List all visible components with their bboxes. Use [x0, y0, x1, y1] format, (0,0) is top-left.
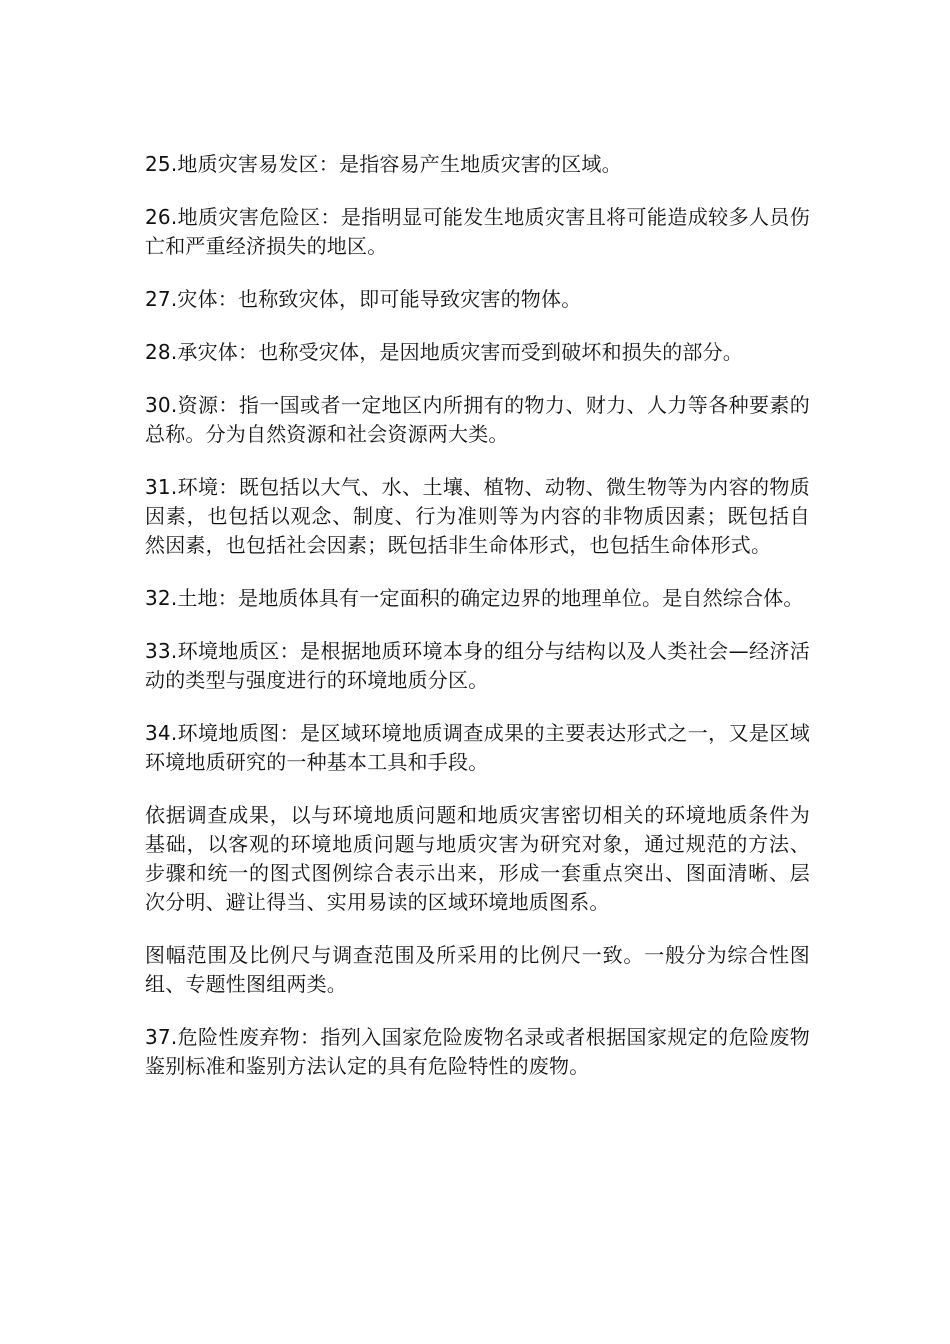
paragraph-34-scope: 图幅范围及比例尺与调查范围及所采用的比例尺一致。一般分为综合性图组、专题性图组两类。: [145, 943, 810, 996]
paragraph-34: 34.环境地质图：是区域环境地质调查成果的主要表达形式之一，又是区域环境地质研究的一种基本工具和手段。: [145, 721, 810, 774]
document-body: [145, 150, 810, 1105]
paragraph-30: 30.资源：指一国或者一定地区内所拥有的物力、财力、人力等各种要素的总称。分为自然资源和社会资源两大类。: [145, 393, 810, 446]
paragraph-26: 26.地质灾害危险区：是指明显可能发生地质灾害且将可能造成较多人员伤亡和严重经济损失的地区。: [145, 205, 810, 258]
paragraph-31: 31.环境：既包括以大气、水、土壤、植物、动物、微生物等为内容的物质因素，也包括以观念、制度、行为准则等为内容的非物质因素；既包括自然因素，也包括社会因素；既包括非生命体形式，也包括生命体形式。: [145, 475, 810, 557]
paragraph-28: 28.承灾体：也称受灾体，是因地质灾害而受到破坏和损失的部分。: [145, 340, 744, 364]
paragraph-34-detail: 依据调查成果，以与环境地质问题和地质灾害密切相关的环境地质条件为基础，以客观的环境地质问题与地质灾害为研究对象，通过规范的方法、步骤和统一的图式图例综合表示出来，形成一套重点突出、图面清晰、层次分明、避让得当、实用易读的区域环境地质图系。: [145, 803, 810, 914]
paragraph-27: 27.灾体：也称致灾体，即可能导致灾害的物体。: [145, 287, 582, 311]
paragraph-25: 25.地质灾害易发区：是指容易产生地质灾害的区域。: [145, 152, 622, 176]
paragraph-37: 37.危险性废弃物：指列入国家危险废物名录或者根据国家规定的危险废物鉴别标准和鉴别方法认定的具有危险特性的废物。: [145, 1025, 810, 1078]
paragraph-33: 33.环境地质区：是根据地质环境本身的组分与结构以及人类社会—经济活动的类型与强度进行的环境地质分区。: [145, 639, 810, 692]
paragraph-32: 32.土地：是地质体具有一定面积的确定边界的地理单位。是自然综合体。: [145, 586, 804, 610]
